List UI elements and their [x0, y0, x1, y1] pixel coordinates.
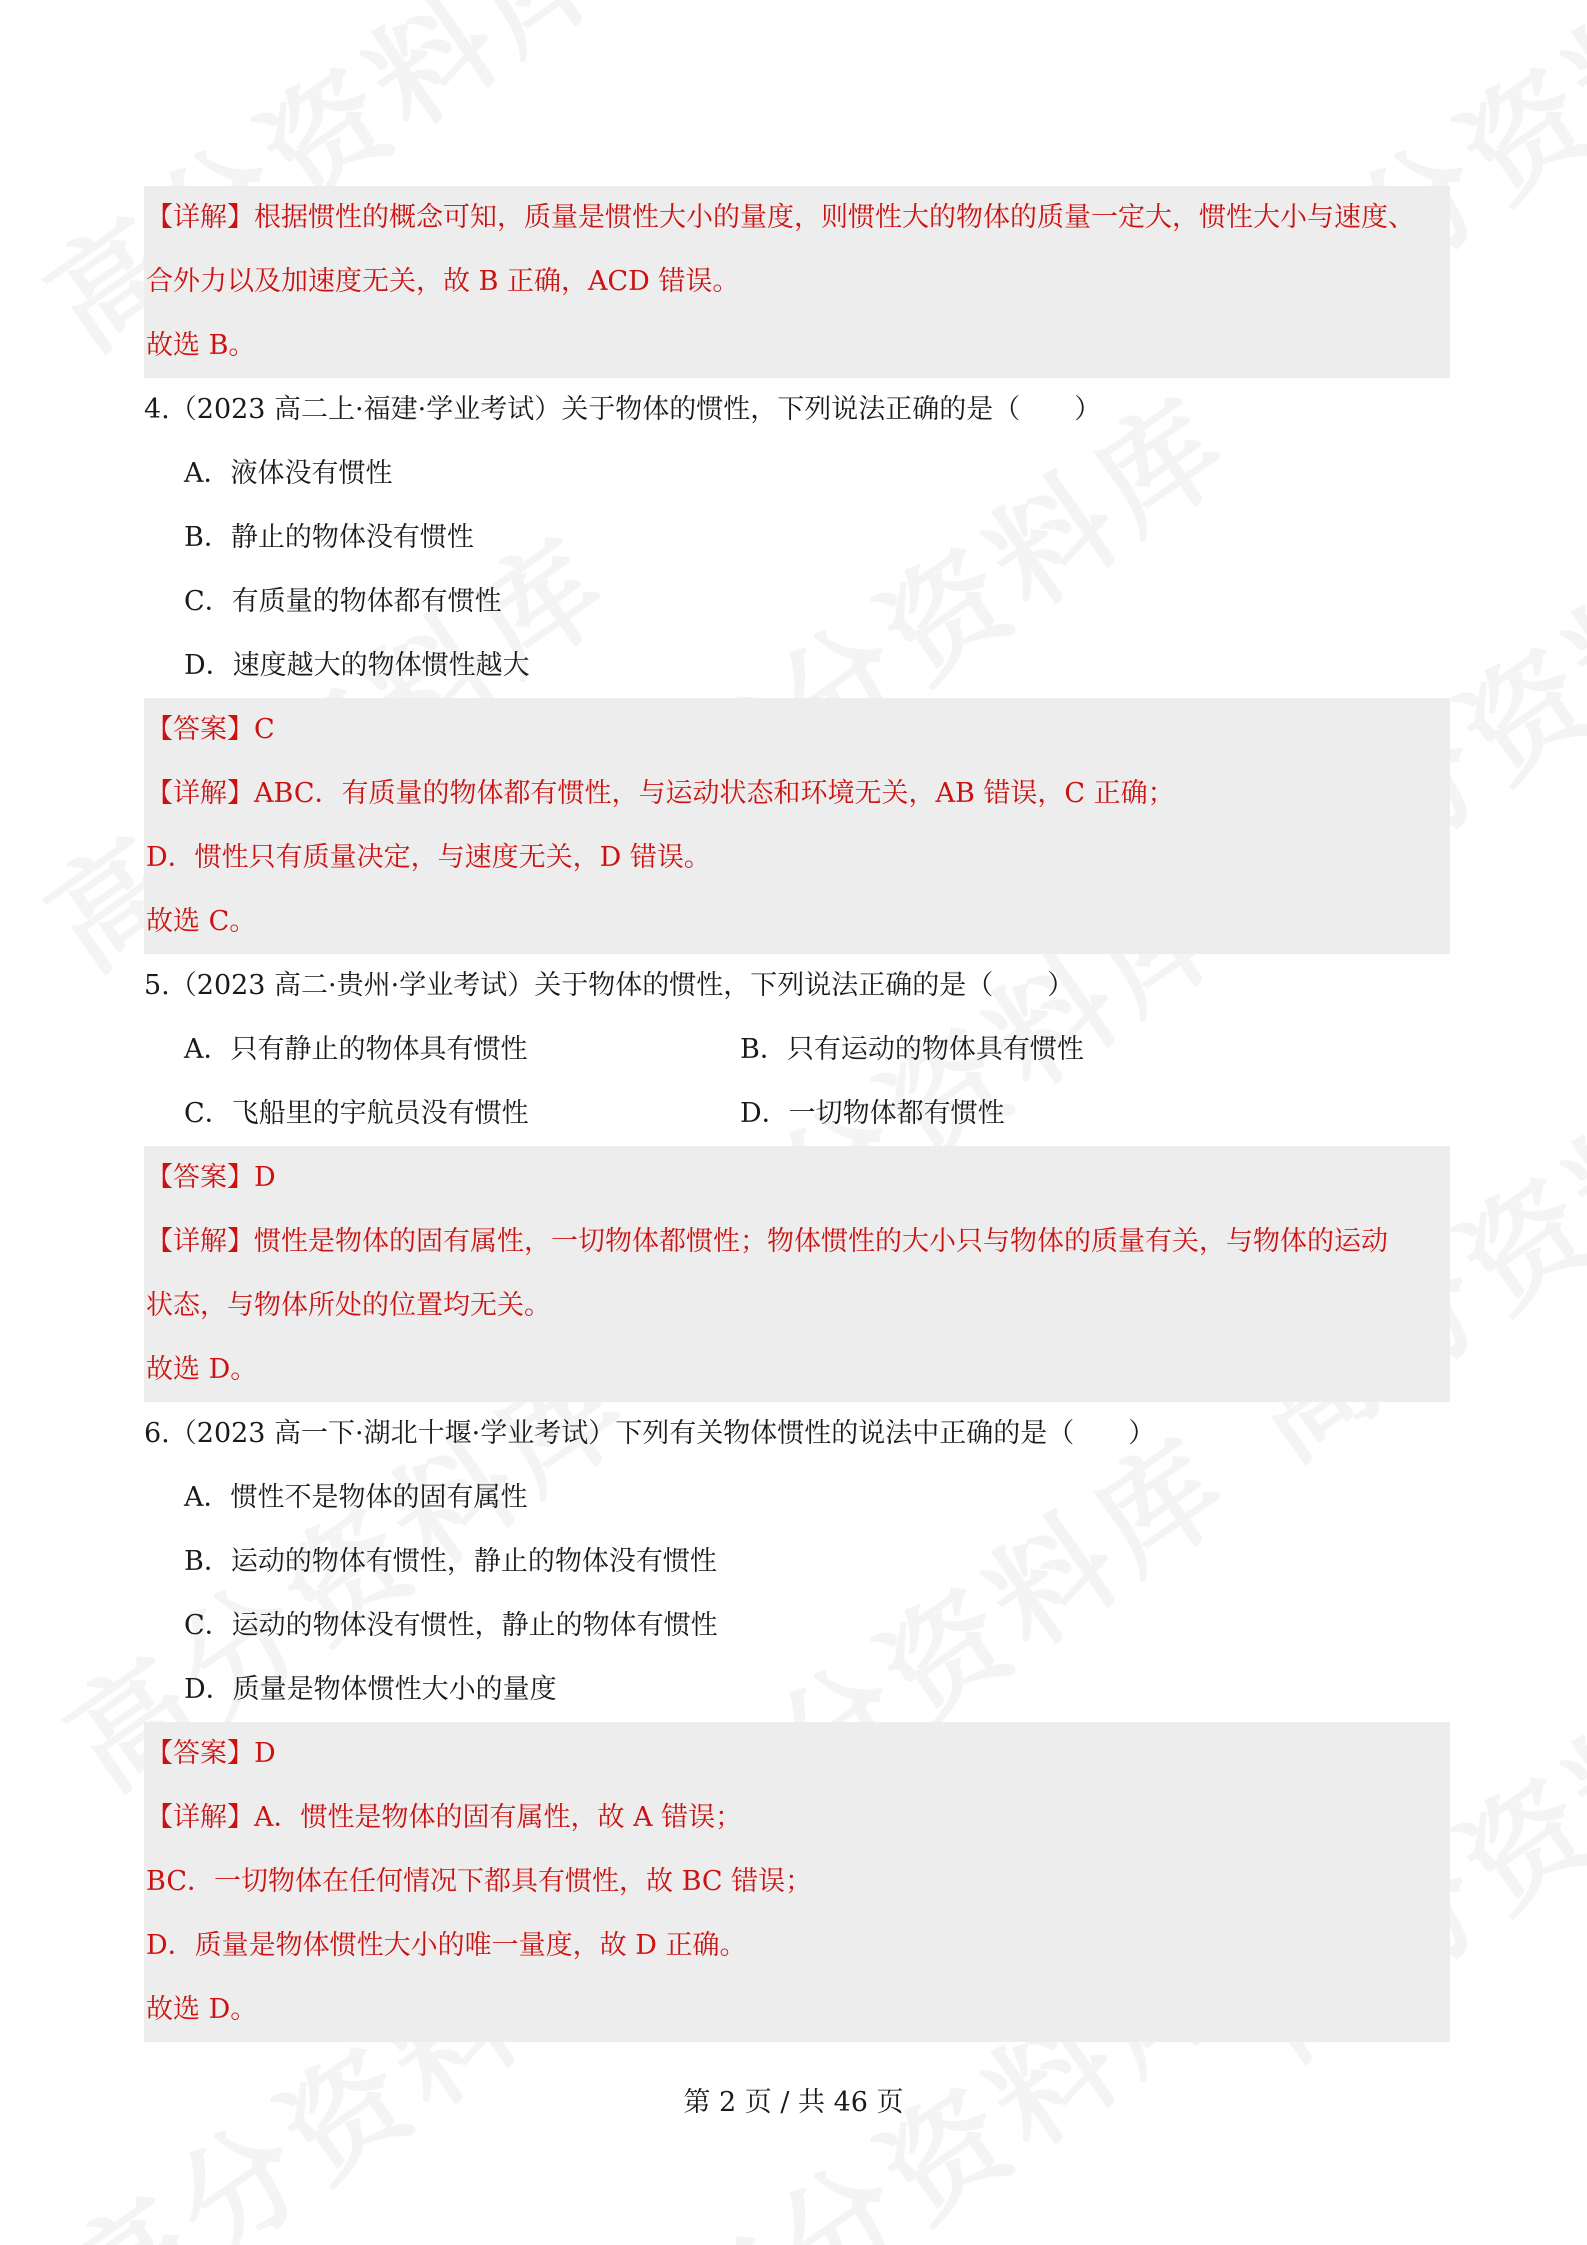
detail-line: 【详解】A．惯性是物体的固有属性，故 A 错误； [146, 1802, 743, 1833]
question-stem-4: 4.（2023 高二上·福建·学业考试）关于物体的惯性，下列说法正确的是（ ） [144, 394, 1102, 425]
solution-block-q4 [144, 698, 1450, 954]
detail-label: 【详解】 [146, 1802, 254, 1833]
page-footer: 第 2 页 / 共 46 页 [683, 2087, 904, 2118]
option-d: D．质量是物体惯性大小的量度 [184, 1674, 557, 1705]
conclusion: 故选 C。 [146, 906, 257, 937]
answer-value: C [254, 714, 275, 745]
option-c: C．有质量的物体都有惯性 [184, 586, 502, 617]
detail-label: 【详解】 [146, 1226, 254, 1257]
option-b: B．只有运动的物体具有惯性 [740, 1034, 1084, 1065]
detail-line: 状态，与物体所处的位置均无关。 [146, 1290, 551, 1321]
conclusion: 故选 D。 [146, 1354, 258, 1385]
question-stem-6: 6.（2023 高一下·湖北十堰·学业考试）下列有关物体惯性的说法中正确的是（ ） [144, 1418, 1156, 1449]
detail-line: 【详解】ABC．有质量的物体都有惯性，与运动状态和环境无关，AB 错误，C 正确； [146, 778, 1175, 809]
solution-block-q3 [144, 186, 1450, 378]
option-b: B．静止的物体没有惯性 [184, 522, 474, 553]
detail-line: 【详解】根据惯性的概念可知，质量是惯性大小的量度，则惯性大的物体的质量一定大，惯性大小与速度、 [146, 202, 1415, 233]
detail-line: 合外力以及加速度无关，故 B 正确，ACD 错误。 [146, 266, 740, 297]
answer-label: 【答案】 [146, 714, 254, 745]
answer-line [146, 1146, 1450, 1210]
answer-value: D [254, 1162, 276, 1193]
option-a: A．液体没有惯性 [184, 458, 393, 489]
detail-label: 【详解】 [146, 202, 254, 233]
solution-block-q6 [144, 1722, 1450, 2042]
question-stem-5: 5.（2023 高二·贵州·学业考试）关于物体的惯性，下列说法正确的是（ ） [144, 970, 1075, 1001]
option-c: C．飞船里的宇航员没有惯性 [184, 1098, 529, 1129]
document-page [144, 186, 1450, 2042]
detail-line: D．质量是物体惯性大小的唯一量度，故 D 正确。 [146, 1930, 747, 1961]
answer-line [146, 698, 1450, 762]
detail-line: 【详解】惯性是物体的固有属性，一切物体都惯性；物体惯性的大小只与物体的质量有关，与物体的运动 [146, 1226, 1388, 1257]
detail-line: BC．一切物体在任何情况下都具有惯性，故 BC 错误； [146, 1866, 813, 1897]
detail-label: 【详解】 [146, 778, 254, 809]
answer-label: 【答案】 [146, 1162, 254, 1193]
answer-label: 【答案】 [146, 1738, 254, 1769]
conclusion: 故选 D。 [146, 1994, 258, 2025]
option-row [144, 1082, 1450, 1146]
option-row [144, 1018, 1450, 1082]
option-a: A．惯性不是物体的固有属性 [184, 1482, 528, 1513]
option-b: B．运动的物体有惯性，静止的物体没有惯性 [184, 1546, 717, 1577]
option-d: D．一切物体都有惯性 [740, 1098, 1005, 1129]
option-a: A．只有静止的物体具有惯性 [184, 1034, 528, 1065]
option-c: C．运动的物体没有惯性，静止的物体有惯性 [184, 1610, 718, 1641]
answer-line [146, 1722, 1450, 1786]
detail-line: D．惯性只有质量决定，与速度无关，D 错误。 [146, 842, 711, 873]
conclusion: 故选 B。 [146, 330, 256, 361]
solution-block-q5 [144, 1146, 1450, 1402]
answer-value: D [254, 1738, 276, 1769]
option-d: D．速度越大的物体惯性越大 [184, 650, 530, 681]
